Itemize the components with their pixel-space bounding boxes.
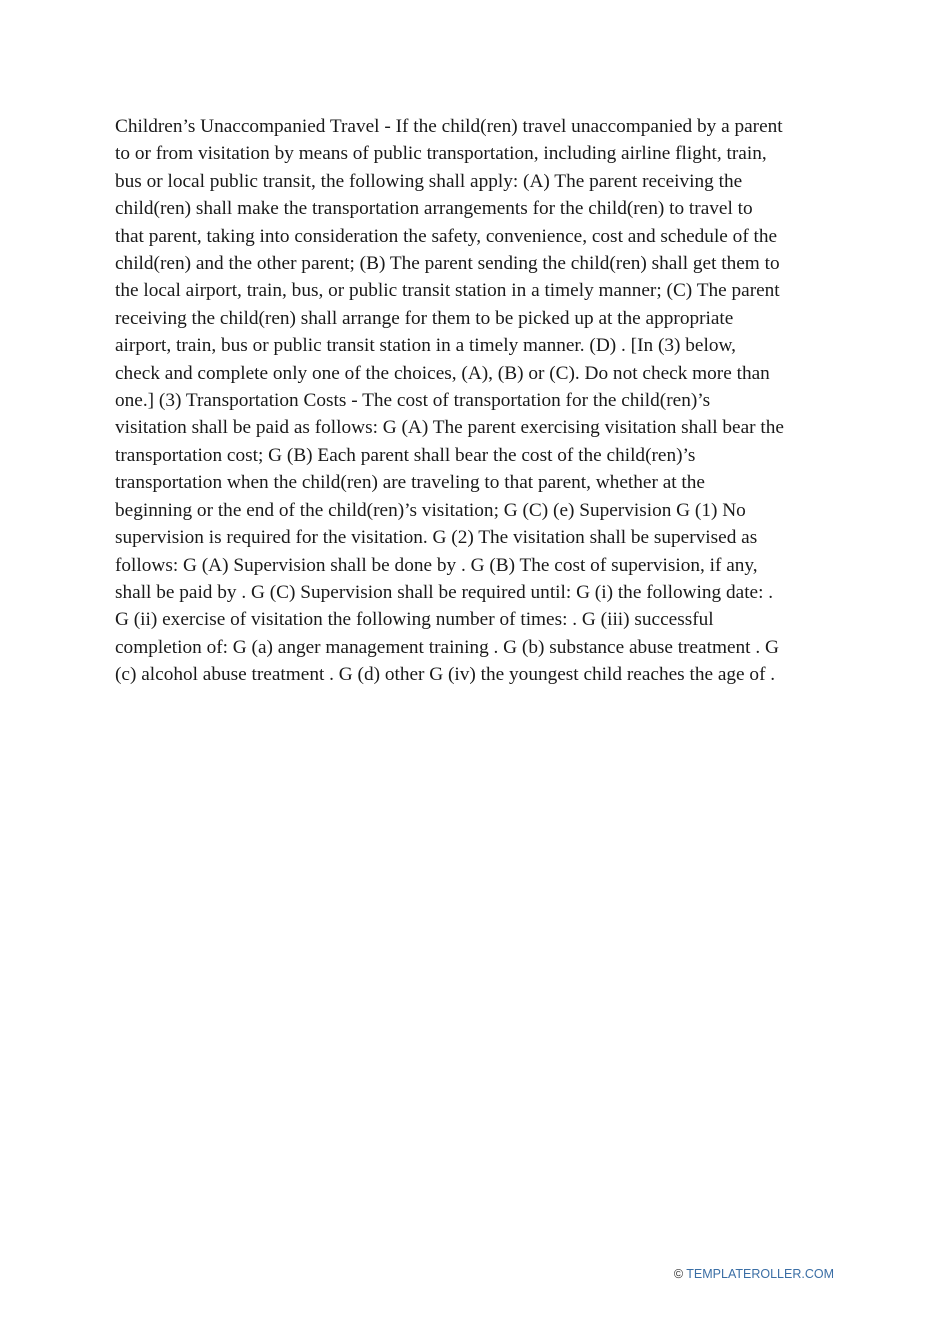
body-line: receiving the child(ren) shall arrange for them to be picked up at the appropriate	[115, 307, 734, 329]
body-line: (c) alcohol abuse treatment . G (d) other G (iv) the youngest child reaches the age of .	[115, 664, 776, 686]
body-line: child(ren) shall make the transportation arrangements for the child(ren) to travel to	[115, 198, 753, 220]
body-line: visitation shall be paid as follows: G (A) The parent exercising visitation shall bear the	[115, 417, 784, 439]
body-line: transportation when the child(ren) are traveling to that parent, whether at the	[115, 472, 705, 494]
body-line: check and complete only one of the choices, (A), (B) or (C). Do not check more than	[115, 362, 770, 384]
footer-credit	[674, 1266, 834, 1282]
document-body-text	[115, 113, 840, 689]
templateroller-link[interactable]: TEMPLATEROLLER.COM	[686, 1267, 834, 1281]
body-line: to or from visitation by means of public transportation, including airline flight, train,	[115, 143, 767, 165]
body-line: follows: G (A) Supervision shall be done by . G (B) The cost of supervision, if any,	[115, 554, 758, 576]
body-line: that parent, taking into consideration the safety, convenience, cost and schedule of the	[115, 225, 778, 247]
body-line: G (ii) exercise of visitation the following number of times: . G (iii) successful	[115, 609, 714, 631]
body-line: airport, train, bus or public transit station in a timely manner. (D) . [In (3) below,	[115, 335, 736, 357]
body-line: child(ren) and the other parent; (B) The parent sending the child(ren) shall get them to	[115, 253, 780, 275]
body-line: beginning or the end of the child(ren)’s visitation; G (C) (e) Supervision G (1) No	[115, 499, 746, 521]
body-line: completion of: G (a) anger management training . G (b) substance abuse treatment . G	[115, 636, 779, 658]
body-line: supervision is required for the visitation. G (2) The visitation shall be supervised as	[115, 527, 758, 549]
body-line: transportation cost; G (B) Each parent shall bear the cost of the child(ren)’s	[115, 444, 696, 466]
body-line: shall be paid by . G (C) Supervision shall be required until: G (i) the following date: .	[115, 581, 774, 603]
body-line: the local airport, train, bus, or public transit station in a timely manner; (C) The parent	[115, 280, 780, 302]
copyright-symbol: ©	[673, 1267, 684, 1281]
body-line: one.] (3) Transportation Costs - The cost of transportation for the child(ren)’s	[115, 390, 711, 412]
body-line: Children’s Unaccompanied Travel - If the child(ren) travel unaccompanied by a parent	[115, 116, 783, 137]
body-line: bus or local public transit, the following shall apply: (A) The parent receiving the	[115, 170, 743, 192]
